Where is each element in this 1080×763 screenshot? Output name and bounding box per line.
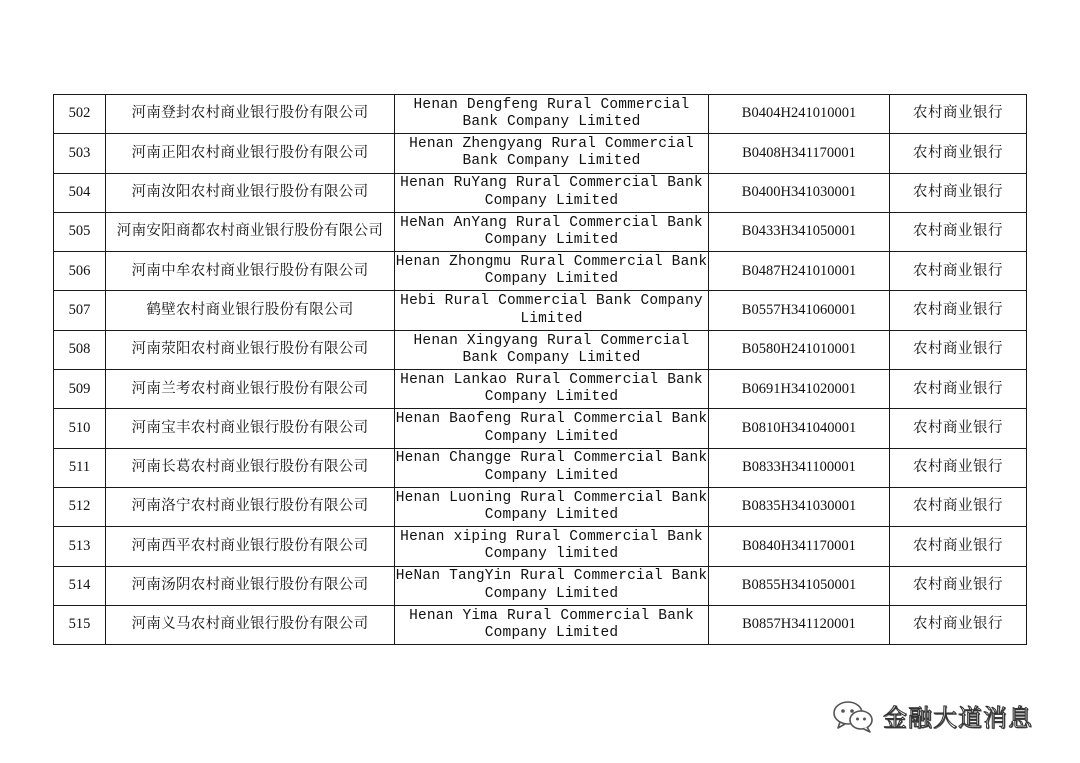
row-number: 502 [54,95,106,134]
table-row [54,370,1027,409]
institution-code: B0557H341060001 [709,291,890,330]
bank-name-chinese: 河南登封农村商业银行股份有限公司 [106,95,395,134]
row-number: 509 [54,370,106,409]
institution-type: 农村商业银行 [890,409,1027,448]
institution-type: 农村商业银行 [890,370,1027,409]
table-row [54,605,1027,644]
institution-type: 农村商业银行 [890,605,1027,644]
bank-name-chinese: 河南洛宁农村商业银行股份有限公司 [106,487,395,526]
institution-code: B0400H341030001 [709,173,890,212]
table-row [54,527,1027,566]
table-row [54,330,1027,369]
institution-code: B0433H341050001 [709,212,890,251]
table-row [54,566,1027,605]
bank-name-english: Henan xiping Rural Commercial Bank Company limited [395,527,709,566]
institution-code: B0840H341170001 [709,527,890,566]
bank-list-table [53,94,1027,645]
bank-name-english: Henan Changge Rural Commercial Bank Company Limited [395,448,709,487]
institution-code: B0404H241010001 [709,95,890,134]
table-row [54,212,1027,251]
row-number: 504 [54,173,106,212]
institution-code: B0833H341100001 [709,448,890,487]
institution-code: B0487H241010001 [709,252,890,291]
row-number: 514 [54,566,106,605]
institution-code: B0835H341030001 [709,487,890,526]
wechat-icon [831,699,875,733]
bank-name-english: Henan Luoning Rural Commercial Bank Company Limited [395,487,709,526]
row-number: 510 [54,409,106,448]
row-number: 503 [54,134,106,173]
bank-name-chinese: 河南义马农村商业银行股份有限公司 [106,605,395,644]
institution-code: B0691H341020001 [709,370,890,409]
bank-name-chinese: 河南宝丰农村商业银行股份有限公司 [106,409,395,448]
bank-name-english: Hebi Rural Commercial Bank Company Limited [395,291,709,330]
table-row [54,95,1027,134]
bank-name-english: Henan Dengfeng Rural Commercial Bank Company Limited [395,95,709,134]
institution-code: B0408H341170001 [709,134,890,173]
bank-name-english: Henan Yima Rural Commercial Bank Company Limited [395,605,709,644]
bank-name-english: Henan Zhengyang Rural Commercial Bank Company Limited [395,134,709,173]
bank-name-english: Henan RuYang Rural Commercial Bank Company Limited [395,173,709,212]
table-row [54,291,1027,330]
table-body [54,95,1027,645]
institution-type: 农村商业银行 [890,330,1027,369]
table-row [54,448,1027,487]
institution-code: B0855H341050001 [709,566,890,605]
table-row [54,252,1027,291]
bank-name-chinese: 河南西平农村商业银行股份有限公司 [106,527,395,566]
bank-name-chinese: 河南荥阳农村商业银行股份有限公司 [106,330,395,369]
institution-type: 农村商业银行 [890,95,1027,134]
bank-name-chinese: 鹤壁农村商业银行股份有限公司 [106,291,395,330]
bank-name-english: Henan Xingyang Rural Commercial Bank Company Limited [395,330,709,369]
table-row [54,134,1027,173]
bank-name-chinese: 河南正阳农村商业银行股份有限公司 [106,134,395,173]
watermark-text: 金融大道消息 [883,704,1033,732]
bank-name-chinese: 河南汤阴农村商业银行股份有限公司 [106,566,395,605]
row-number: 513 [54,527,106,566]
institution-type: 农村商业银行 [890,448,1027,487]
bank-name-chinese: 河南汝阳农村商业银行股份有限公司 [106,173,395,212]
watermark [831,698,1033,733]
institution-type: 农村商业银行 [890,566,1027,605]
table-row [54,487,1027,526]
institution-type: 农村商业银行 [890,134,1027,173]
bank-name-english: HeNan TangYin Rural Commercial Bank Company Limited [395,566,709,605]
institution-type: 农村商业银行 [890,527,1027,566]
row-number: 508 [54,330,106,369]
table-row [54,173,1027,212]
bank-name-english: Henan Lankao Rural Commercial Bank Company Limited [395,370,709,409]
institution-type: 农村商业银行 [890,173,1027,212]
institution-code: B0810H341040001 [709,409,890,448]
row-number: 507 [54,291,106,330]
institution-type: 农村商业银行 [890,291,1027,330]
bank-name-english: HeNan AnYang Rural Commercial Bank Company Limited [395,212,709,251]
institution-type: 农村商业银行 [890,252,1027,291]
institution-code: B0857H341120001 [709,605,890,644]
bank-name-english: Henan Zhongmu Rural Commercial Bank Company Limited [395,252,709,291]
bank-name-english: Henan Baofeng Rural Commercial Bank Company Limited [395,409,709,448]
row-number: 512 [54,487,106,526]
bank-name-chinese: 河南长葛农村商业银行股份有限公司 [106,448,395,487]
row-number: 515 [54,605,106,644]
bank-name-chinese: 河南中牟农村商业银行股份有限公司 [106,252,395,291]
row-number: 506 [54,252,106,291]
table-row [54,409,1027,448]
bank-name-chinese: 河南兰考农村商业银行股份有限公司 [106,370,395,409]
bank-name-chinese: 河南安阳商都农村商业银行股份有限公司 [106,212,395,251]
institution-code: B0580H241010001 [709,330,890,369]
institution-type: 农村商业银行 [890,212,1027,251]
row-number: 511 [54,448,106,487]
row-number: 505 [54,212,106,251]
institution-type: 农村商业银行 [890,487,1027,526]
